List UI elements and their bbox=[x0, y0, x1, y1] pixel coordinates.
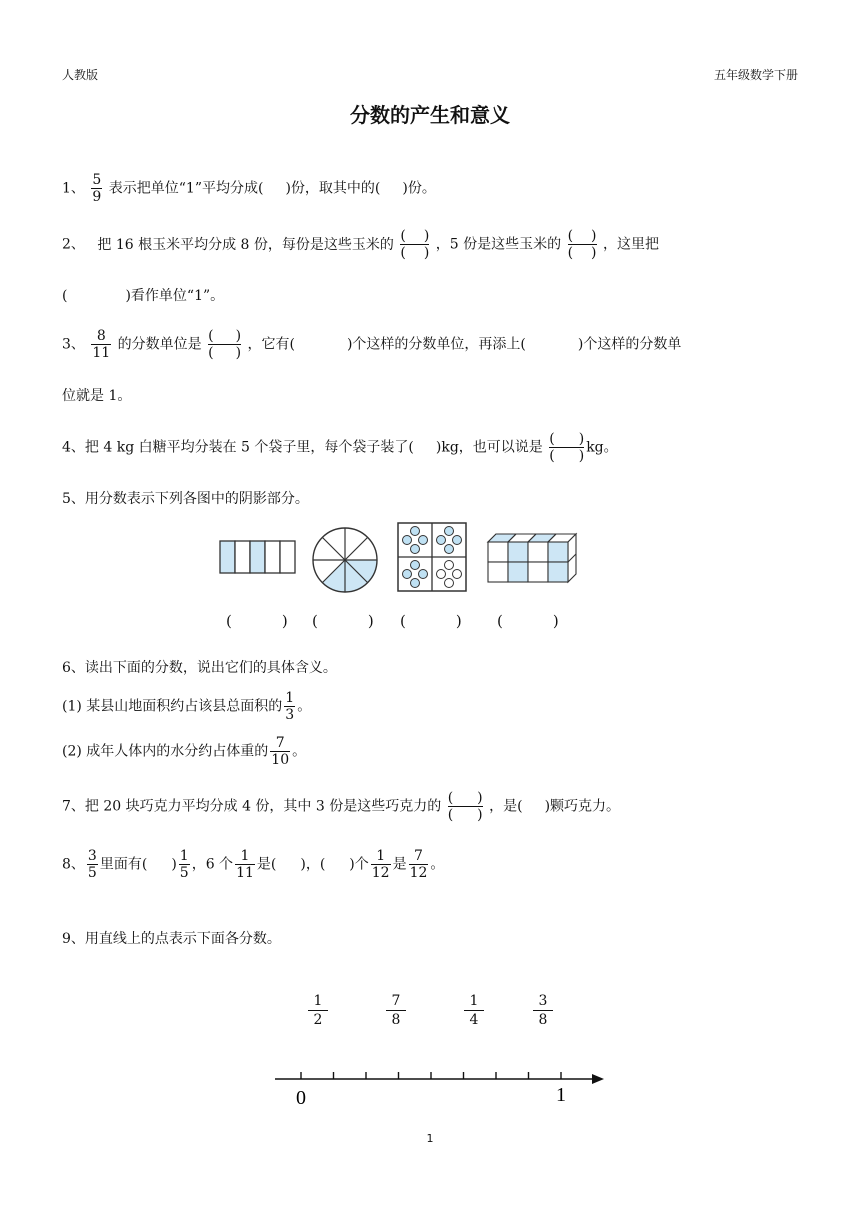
q3-text-4: )个这样的分数单 bbox=[577, 336, 682, 353]
q4-text-2: )kg，也可以说是 bbox=[435, 439, 543, 456]
q3-text-1: 的分数单位是 bbox=[117, 336, 202, 353]
question-2 bbox=[62, 228, 659, 261]
header-grade: 五年级数学下册 bbox=[713, 68, 798, 82]
q9-fraction-2: $\frac{7}{8}$ bbox=[386, 992, 406, 1029]
q8-text-6: )个 bbox=[349, 856, 369, 873]
question-5: 5、用分数表示下列各图中的阴影部分。 bbox=[62, 491, 309, 507]
figure-dot-grid bbox=[396, 521, 468, 593]
q4-text-1: 4、把 4 kg 白糖平均分装在 5 个袋子里，每个袋子装了( bbox=[62, 439, 414, 456]
q2-text-1: 把 16 根玉米平均分成 8 份，每份是这些玉米的 bbox=[97, 236, 394, 253]
number-line-end-label: 1 bbox=[556, 1084, 566, 1106]
q3-blank-fraction[interactable]: ( ) ( ) bbox=[208, 328, 242, 361]
q1-number: 1、 bbox=[62, 180, 85, 197]
question-9: 9、用直线上的点表示下面各分数。 bbox=[62, 931, 281, 947]
q8-text-1: 里面有( bbox=[99, 856, 148, 873]
question-3 bbox=[62, 328, 682, 361]
q3-fraction: $\frac{8}{11}$ bbox=[92, 328, 111, 361]
q6-p1-end: 。 bbox=[297, 698, 312, 715]
q1-text-1: 表示把单位“1”平均分成( bbox=[108, 180, 264, 197]
q7-blank-fraction[interactable]: ( ) ( ) bbox=[447, 790, 483, 823]
q2-text-2: ，5 份是这些玉米的 bbox=[435, 236, 562, 253]
figure-bar-fifths bbox=[218, 538, 298, 576]
q5-answer-2[interactable]: ( ) bbox=[312, 612, 374, 630]
q2-blank-fraction-2[interactable]: ( ) ( ) bbox=[567, 228, 597, 261]
q8-fraction-3: $\frac{1}{11}$ bbox=[236, 848, 254, 881]
q3-text-3: )个这样的分数单位，再添上( bbox=[346, 336, 526, 353]
q7-text-1: 7、把 20 块巧克力平均分成 4 份，其中 3 份是这些巧克力的 bbox=[62, 798, 442, 815]
q9-fraction-4: $\frac{3}{8}$ bbox=[533, 992, 553, 1029]
q1-text-3: )份。 bbox=[402, 180, 436, 197]
q9-fraction-1: $\frac{1}{2}$ bbox=[308, 992, 328, 1029]
q8-fraction-4: $\frac{1}{12}$ bbox=[371, 848, 390, 881]
q8-text-3: ，6 个 bbox=[191, 856, 234, 873]
q9-fraction-3: $\frac{1}{4}$ bbox=[464, 992, 484, 1029]
q1-text-2: )份，取其中的( bbox=[285, 180, 381, 197]
q6-p2-text: (2) 成年人体内的水分约占体重的 bbox=[62, 743, 269, 760]
q2-text-3: ，这里把 bbox=[602, 236, 659, 253]
q2-line2-open: ( bbox=[62, 288, 68, 304]
question-2-line-2 bbox=[62, 281, 224, 311]
q6-p1-fraction: $\frac{1}{3}$ bbox=[285, 690, 295, 723]
page-title: 分数的产生和意义 bbox=[350, 103, 510, 127]
q5-answer-4[interactable]: ( ) bbox=[497, 612, 559, 630]
q2-blank-fraction-1[interactable]: ( ) ( ) bbox=[400, 228, 430, 261]
q8-text-5: )，( bbox=[300, 856, 326, 873]
header-edition: 人教版 bbox=[62, 68, 99, 82]
q6-p2-end: 。 bbox=[292, 743, 307, 760]
q3-number: 3、 bbox=[62, 336, 85, 353]
q5-answer-1[interactable]: ( ) bbox=[226, 612, 288, 630]
q8-text-2: ) bbox=[171, 856, 177, 873]
figure-cube-block bbox=[484, 530, 580, 586]
q7-text-3: )颗巧克力。 bbox=[544, 798, 621, 815]
figure-circle-eighths bbox=[310, 525, 380, 595]
q8-number: 8、 bbox=[62, 856, 85, 873]
question-1 bbox=[62, 172, 436, 205]
q7-text-2: ，是( bbox=[489, 798, 523, 815]
q8-fraction-1: $\frac{3}{5}$ bbox=[87, 848, 97, 881]
question-3-line-2: 位就是 1。 bbox=[62, 388, 132, 404]
question-6-part-2 bbox=[62, 735, 307, 768]
q8-text-7: 是 bbox=[392, 856, 407, 873]
number-line bbox=[270, 1060, 610, 1110]
q8-fraction-2: $\frac{1}{5}$ bbox=[179, 848, 189, 881]
number-line-arrow bbox=[592, 1074, 604, 1084]
question-6: 6、读出下面的分数，说出它们的具体含义。 bbox=[62, 660, 337, 676]
q5-answer-3[interactable]: ( ) bbox=[400, 612, 462, 630]
q6-p2-fraction: $\frac{7}{10}$ bbox=[271, 735, 290, 768]
question-8 bbox=[62, 848, 445, 881]
number-line-start-label: 0 bbox=[296, 1087, 306, 1109]
q2-number: 2、 bbox=[62, 236, 85, 253]
q8-text-4: 是( bbox=[256, 856, 277, 873]
page-number: 1 bbox=[426, 1132, 434, 1145]
q1-fraction: $\frac{5}{9}$ bbox=[92, 172, 102, 205]
q3-text-2: ，它有( bbox=[247, 336, 295, 353]
q2-line2-text: )看作单位“1”。 bbox=[125, 288, 225, 304]
q8-text-8: 。 bbox=[430, 856, 445, 873]
question-4 bbox=[62, 431, 618, 464]
question-7 bbox=[62, 790, 621, 823]
q4-text-3: kg。 bbox=[586, 439, 618, 456]
q8-fraction-5: $\frac{7}{12}$ bbox=[409, 848, 428, 881]
q4-blank-fraction[interactable]: ( ) ( ) bbox=[549, 431, 585, 464]
question-6-part-1 bbox=[62, 690, 312, 723]
q6-p1-text: (1) 某县山地面积约占该县总面积的 bbox=[62, 698, 283, 715]
